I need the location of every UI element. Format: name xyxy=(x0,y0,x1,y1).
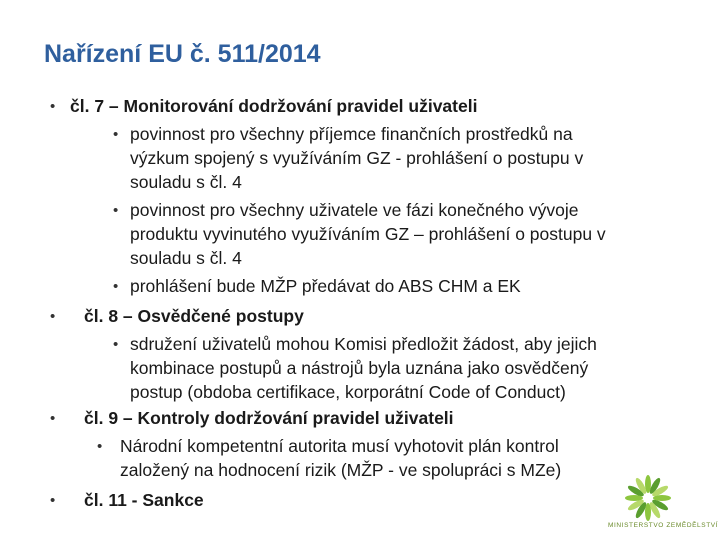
subitem-line: výzkum spojený s využíváním GZ - prohlášení o postupu v xyxy=(130,148,584,168)
subitem-line: Národní kompetentní autorita musí vyhotovit plán kontrol xyxy=(120,436,559,456)
sub-bullet-glyph: • xyxy=(113,202,119,219)
subitem-line: založený na hodnocení rizik (MŽP - ve spolupráci s MZe) xyxy=(120,460,562,480)
bullet-glyph: • xyxy=(50,492,56,509)
subitem-line: produktu vyvinutého využíváním GZ – prohlášení o postupu v xyxy=(130,224,606,244)
sub-bullet-glyph: • xyxy=(113,336,119,353)
subitem-line: souladu s čl. 4 xyxy=(130,172,242,192)
subitem-line: postup (obdoba certifikace, korporátní Code of Conduct) xyxy=(130,382,566,402)
ministry-logo-text: MINISTERSTVO ZEMĚDĚLSTVÍ xyxy=(608,522,719,529)
item-heading-cl7: čl. 7 – Monitorování dodržování pravidel uživateli xyxy=(70,96,478,116)
sub-bullet-glyph: • xyxy=(97,438,103,455)
sub-bullet-glyph: • xyxy=(113,126,119,143)
item-heading-cl9: čl. 9 – Kontroly dodržování pravidel uživateli xyxy=(84,408,454,428)
slide-title: Nařízení EU č. 511/2014 xyxy=(44,40,321,68)
item-heading-cl11: čl. 11 - Sankce xyxy=(84,490,204,510)
item-heading-cl8: čl. 8 – Osvědčené postupy xyxy=(84,306,304,326)
subitem-line: kombinace postupů a nástrojů byla uznána jako osvědčený xyxy=(130,358,589,378)
subitem-line: povinnost pro všechny příjemce finančních prostředků na xyxy=(130,124,573,144)
bullet-glyph: • xyxy=(50,98,56,115)
subitem-line: povinnost pro všechny uživatele ve fázi konečného vývoje xyxy=(130,200,579,220)
sub-bullet-glyph: • xyxy=(113,278,119,295)
subitem-line: sdružení uživatelů mohou Komisi předložit žádost, aby jejich xyxy=(130,334,597,354)
bullet-glyph: • xyxy=(50,410,56,427)
subitem-line: prohlášení bude MŽP předávat do ABS CHM a EK xyxy=(130,276,521,296)
bullet-glyph: • xyxy=(50,308,56,325)
subitem-line: souladu s čl. 4 xyxy=(130,248,242,268)
